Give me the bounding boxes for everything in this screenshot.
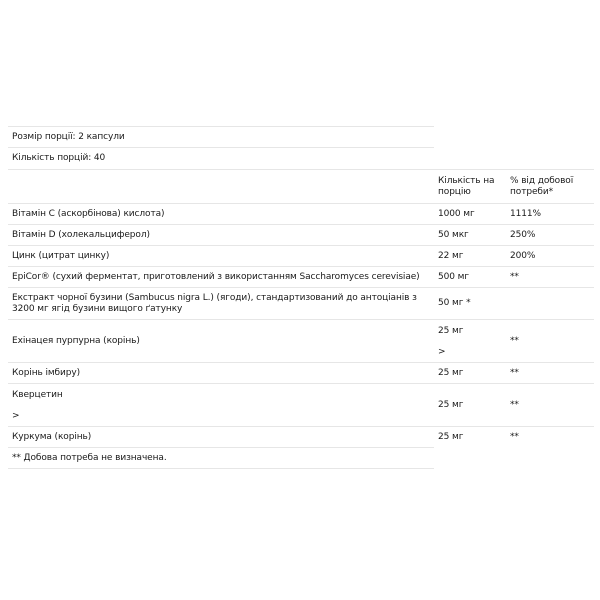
ingredient-amount: 22 мг (434, 246, 506, 267)
ingredient-dv: ** (506, 267, 594, 288)
table-row (8, 288, 594, 320)
dv-header: % від добової потреби* (506, 170, 594, 204)
amount-header: Кількість на порцію (434, 170, 506, 204)
ingredient-amount: 1000 мг (434, 204, 506, 225)
ingredient-dv: ** (506, 427, 594, 448)
ingredient-name: Вітамін D (холекальциферол) (8, 225, 434, 246)
ingredient-dv: ** (506, 363, 594, 384)
supplement-facts-table (8, 126, 594, 469)
table-header (8, 170, 594, 204)
ingredient-dv: 200% (506, 246, 594, 267)
ingredient-amount: 50 мкг (434, 225, 506, 246)
ingredient-amount: 25 мг (434, 363, 506, 384)
footnote-row (8, 448, 594, 469)
expand-marker: > (438, 347, 446, 357)
ingredient-amount: 50 мг * (434, 288, 506, 320)
table-row (8, 225, 594, 246)
ingredient-dv: ** (506, 320, 594, 363)
footnote: ** Добова потреба не визначена. (8, 448, 434, 469)
table-row (8, 320, 594, 363)
ingredient-amount: 25 мг (434, 384, 506, 427)
ingredient-name: Корінь імбиру) (8, 363, 434, 384)
ingredient-amount: 500 мг (434, 267, 506, 288)
ingredient-amount: 25 мг (438, 326, 464, 336)
serving-size-row (8, 127, 594, 148)
ingredient-name: EpiCor® (сухий ферментат, приготовлений з використанням Saccharomyces cerevisiae) (8, 267, 434, 288)
expand-marker: > (12, 411, 20, 421)
table-row (8, 384, 594, 427)
servings-count: Кількість порцій: 40 (8, 148, 434, 170)
table-row (8, 204, 594, 225)
ingredient-name: Ехінацея пурпурна (корінь) (8, 320, 434, 363)
table-row (8, 427, 594, 448)
ingredient-dv: 1111% (506, 204, 594, 225)
ingredient-name: Вітамін С (аскорбінова) кислота) (8, 204, 434, 225)
ingredient-dv: ** (506, 384, 594, 427)
table-row (8, 267, 594, 288)
ingredient-name: Кверцетин (12, 390, 63, 400)
ingredient-name: Куркума (корінь) (8, 427, 434, 448)
ingredient-amount: 25 мг (434, 427, 506, 448)
ingredient-name: Цинк (цитрат цинку) (8, 246, 434, 267)
ingredient-dv: 250% (506, 225, 594, 246)
table-row (8, 363, 594, 384)
supplement-facts (8, 126, 594, 469)
table-row (8, 246, 594, 267)
ingredient-dv (506, 288, 594, 320)
serving-size: Розмір порції: 2 капсули (8, 127, 434, 148)
ingredient-name: Екстракт чорної бузини (Sambucus nigra L.) (ягоди), стандартизований до антоціанів з 3200 мг ягід бузини вищого ґатунку (8, 288, 434, 320)
servings-count-row (8, 148, 594, 170)
